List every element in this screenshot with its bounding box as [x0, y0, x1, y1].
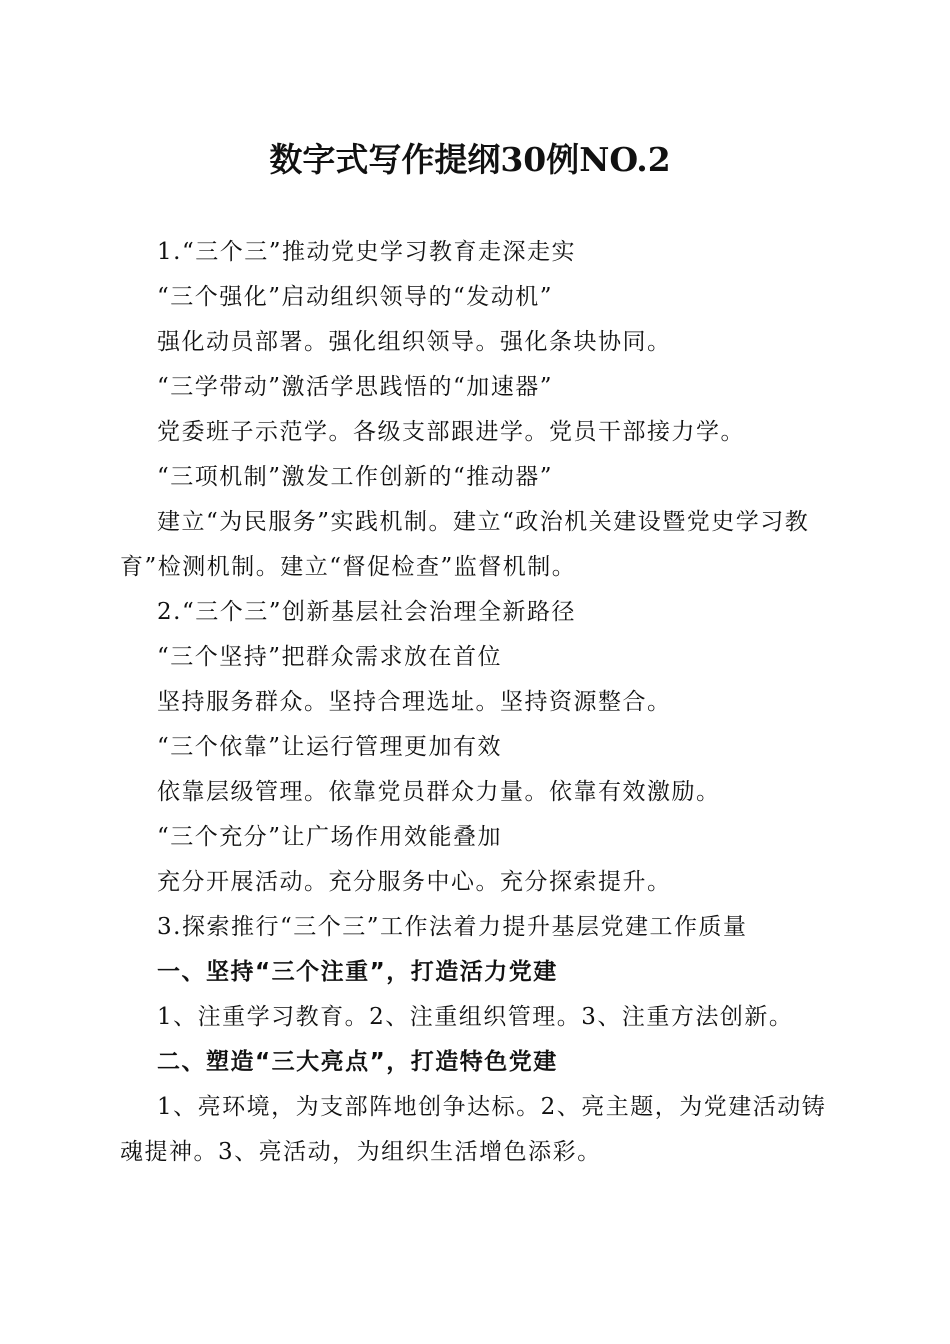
paragraph: 1、注重学习教育。2、注重组织管理。3、注重方法创新。	[157, 1004, 794, 1030]
subheading: “三个强化”启动组织领导的“发动机”	[157, 284, 554, 310]
subheading: “三学带动”激活学思践悟的“加速器”	[157, 374, 554, 400]
subheading: “三个依靠”让运行管理更加有效	[157, 734, 503, 760]
paragraph: 建立“为民服务”实践机制。建立“政治机关建设暨党史学习教育”检测机制。建立“督促检查”监督机制。	[120, 509, 810, 580]
section-heading: 3.探索推行“三个三”工作法着力提升基层党建工作质量	[157, 914, 748, 940]
bold-heading: 一、坚持“三个注重”，打造活力党建	[157, 959, 558, 985]
document-body	[120, 230, 832, 1175]
subheading: “三个坚持”把群众需求放在首位	[157, 644, 503, 670]
paragraph: 强化动员部署。强化组织领导。强化条块协同。	[157, 329, 672, 355]
section-heading: 2.“三个三”创新基层社会治理全新路径	[157, 599, 576, 625]
paragraph: 依靠层级管理。依靠党员群众力量。依靠有效激励。	[157, 779, 721, 805]
subheading: “三个充分”让广场作用效能叠加	[157, 824, 503, 850]
subheading: “三项机制”激发工作创新的“推动器”	[157, 464, 554, 490]
document-title: 数字式写作提纲30例NO.2	[269, 140, 671, 179]
paragraph: 坚持服务群众。坚持合理选址。坚持资源整合。	[157, 689, 672, 715]
paragraph: 党委班子示范学。各级支部跟进学。党员干部接力学。	[157, 419, 745, 445]
section-heading: 1.“三个三”推动党史学习教育走深走实	[157, 239, 576, 265]
bold-heading: 二、塑造“三大亮点”，打造特色党建	[157, 1049, 558, 1075]
paragraph: 1、亮环境，为支部阵地创争达标。2、亮主题，为党建活动铸魂提神。3、亮活动，为组织生活增色添彩。	[120, 1094, 827, 1165]
paragraph: 充分开展活动。充分服务中心。充分探索提升。	[157, 869, 672, 895]
